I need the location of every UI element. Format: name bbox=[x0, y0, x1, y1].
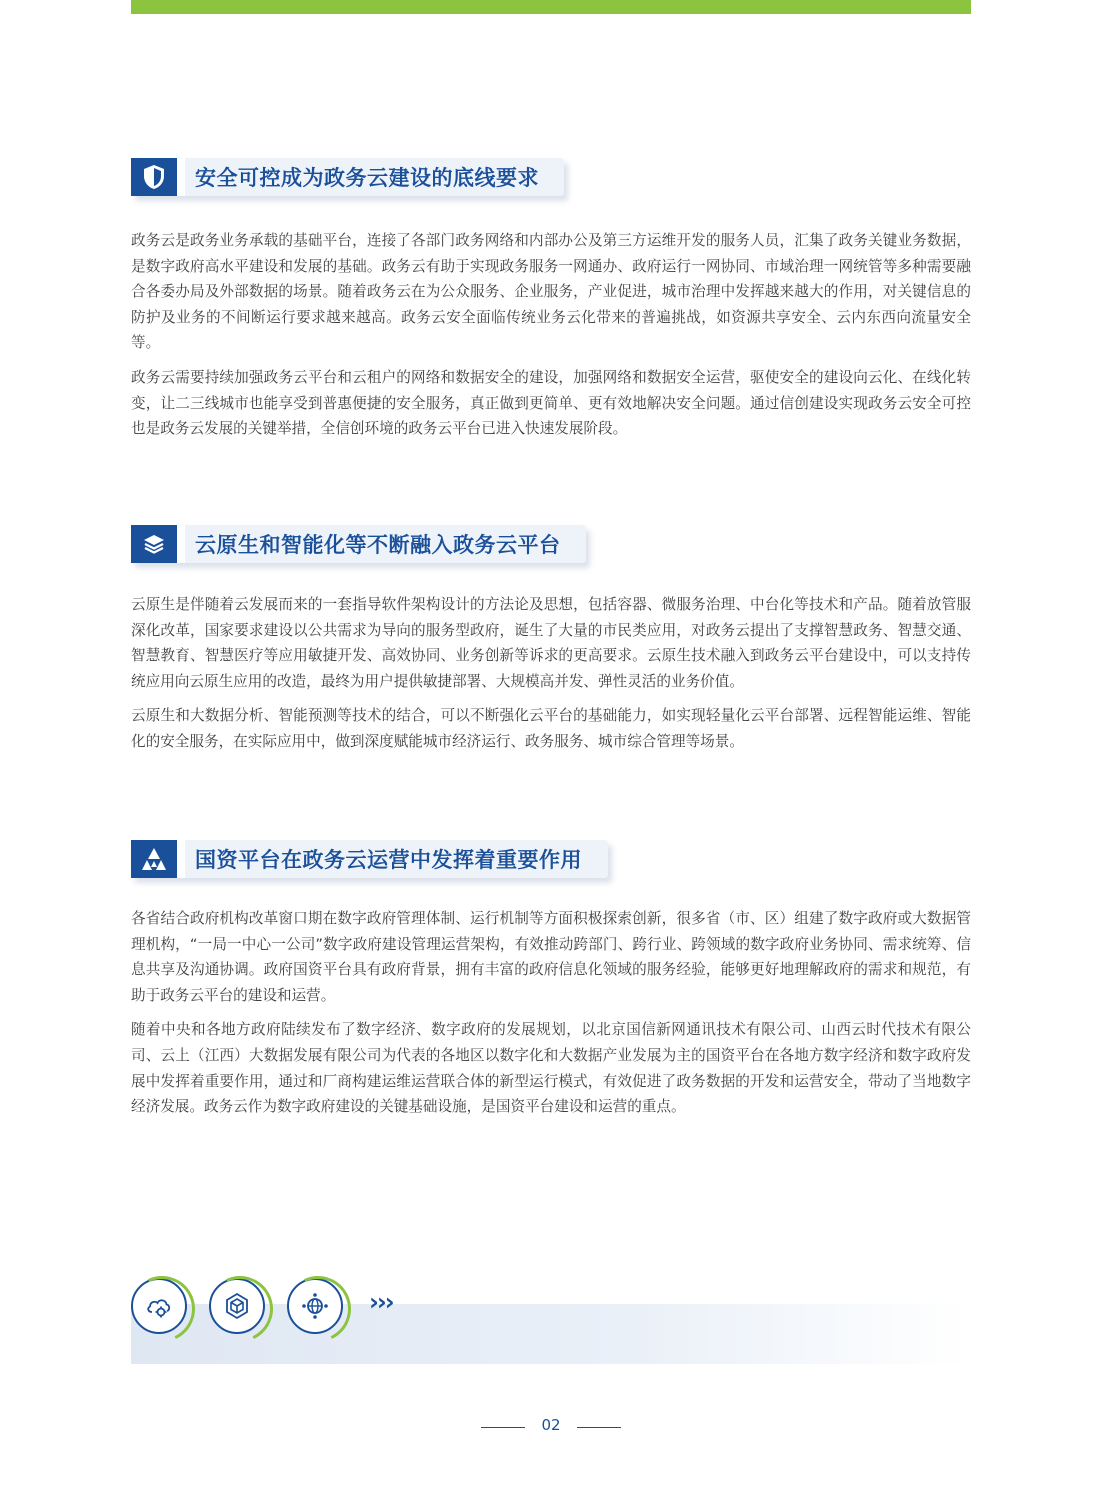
page-number: 02 bbox=[541, 1416, 561, 1434]
paragraph: 政务云需要持续加强政务云平台和云租户的网络和数据安全的建设，加强网络和数据安全运营，驱使安全的建设向云化、在线化转变，让二三线城市也能享受到普惠便捷的安全服务，真正做到更简单、更有效地解决安全问题。通过信创建设实现政务云安全可控也是政务云发展的关键举措，全信创环境的政务云平台已进入快速发展阶段。 bbox=[131, 368, 971, 438]
footer-line-right bbox=[577, 1427, 621, 1428]
paragraph: 随着中央和各地方政府陆续发布了数字经济、数字政府的发展规划，以北京国信新网通讯技术有限公司、山西云时代技术有限公司、云上（江西）大数据发展有限公司为代表的各地区以数字化和大数据产业发展为主的国资平台在各地方数字经济和数字政府发展中发挥着重要作用，通过和厂商构建运维运营联合体的新型运行模式，有效促进了政务数据的开发和运营安全，带动了当地数字经济发展。政务云作为数字政府建设的关键基础设施，是国资平台建设和运营的重点。 bbox=[131, 1021, 971, 1116]
section-title: 安全可控成为政务云建设的底线要求 bbox=[195, 166, 539, 190]
cloud-gear-icon bbox=[144, 1291, 174, 1321]
decor-circle bbox=[209, 1278, 265, 1334]
section-state-platform bbox=[131, 840, 971, 1129]
section-header bbox=[131, 840, 971, 884]
section-cloud-native bbox=[131, 525, 971, 764]
decorative-strip bbox=[131, 1276, 971, 1366]
decor-circle bbox=[131, 1278, 187, 1334]
section-icon-box bbox=[131, 158, 177, 196]
paragraph: 云原生是伴随着云发展而来的一套指导软件架构设计的方法论及思想，包括容器、微服务治理、中台化等技术和产品。随着放管服深化改革，国家要求建设以公共需求为导向的服务型政府，诞生了大量的市民类应用，对政务云提出了支撑智慧政务、智慧交通、智慧教育、智慧医疗等应用敏捷开发、高效协同、业务创新等诉求的更高要求。云原生技术融入到政务云平台建设中，可以支持传统应用向云原生应用的改造，最终为用户提供敏捷部署、大规模高并发、弹性灵活的业务价值。 bbox=[131, 596, 971, 690]
paragraph: 各省结合政府机构改革窗口期在数字政府管理体制、运行机制等方面积极探索创新，很多省（市、区）组建了数字政府或大数据管理机构，“一局一中心一公司”数字政府建设管理运营架构，有效推动跨部门、跨行业、跨领域的数字政府业务协同、需求统筹、信息共享及沟通协调。政府国资平台具有政府背景，拥有丰富的政府信息化领域的服务经验，能够更好地理解政府的需求和规范，有助于政务云平台的建设和运营。 bbox=[131, 910, 971, 1004]
shield-icon bbox=[142, 164, 166, 190]
section-header bbox=[131, 158, 971, 202]
section-security bbox=[131, 158, 971, 451]
section-header bbox=[131, 525, 971, 569]
footer-line-left bbox=[481, 1427, 525, 1428]
section-icon-box bbox=[131, 525, 177, 563]
section-icon-box bbox=[131, 840, 177, 878]
decor-circle bbox=[287, 1278, 343, 1334]
section-title: 国资平台在政务云运营中发挥着重要作用 bbox=[195, 848, 582, 872]
page-footer bbox=[0, 1416, 1102, 1440]
layers-icon bbox=[142, 532, 166, 556]
paragraph: 政务云是政务业务承载的基础平台，连接了各部门政务网络和内部办公及第三方运维开发的服务人员，汇集了政务关键业务数据，是数字政府高水平建设和发展的基础。政务云有助于实现政务服务一网通办、政府运行一网协同、市域治理一网统管等多种需要融合各委办局及外部数据的场景。随着政务云在为公众服务、企业服务，产业促进，城市治理中发挥越来越大的作用，对关键信息的防护及业务的不间断运行要求越来越高。政务云安全面临传统业务云化带来的普遍挑战，如资源共享安全、云内东西向流量安全等。 bbox=[131, 232, 971, 352]
hexagon-cube-icon bbox=[222, 1291, 252, 1321]
paragraph: 云原生和大数据分析、智能预测等技术的结合，可以不断强化云平台的基础能力，如实现轻量化云平台部署、远程智能运维、智能化的安全服务，在实际应用中，做到深度赋能城市经济运行、政务服务、城市综合管理等场景。 bbox=[131, 707, 971, 750]
globe-network-icon bbox=[300, 1291, 330, 1321]
chevrons-right-icon: ››› bbox=[369, 1288, 393, 1316]
triangle-logo-icon bbox=[140, 846, 168, 872]
section-title: 云原生和智能化等不断融入政务云平台 bbox=[195, 533, 561, 557]
top-accent-bar bbox=[131, 0, 971, 14]
